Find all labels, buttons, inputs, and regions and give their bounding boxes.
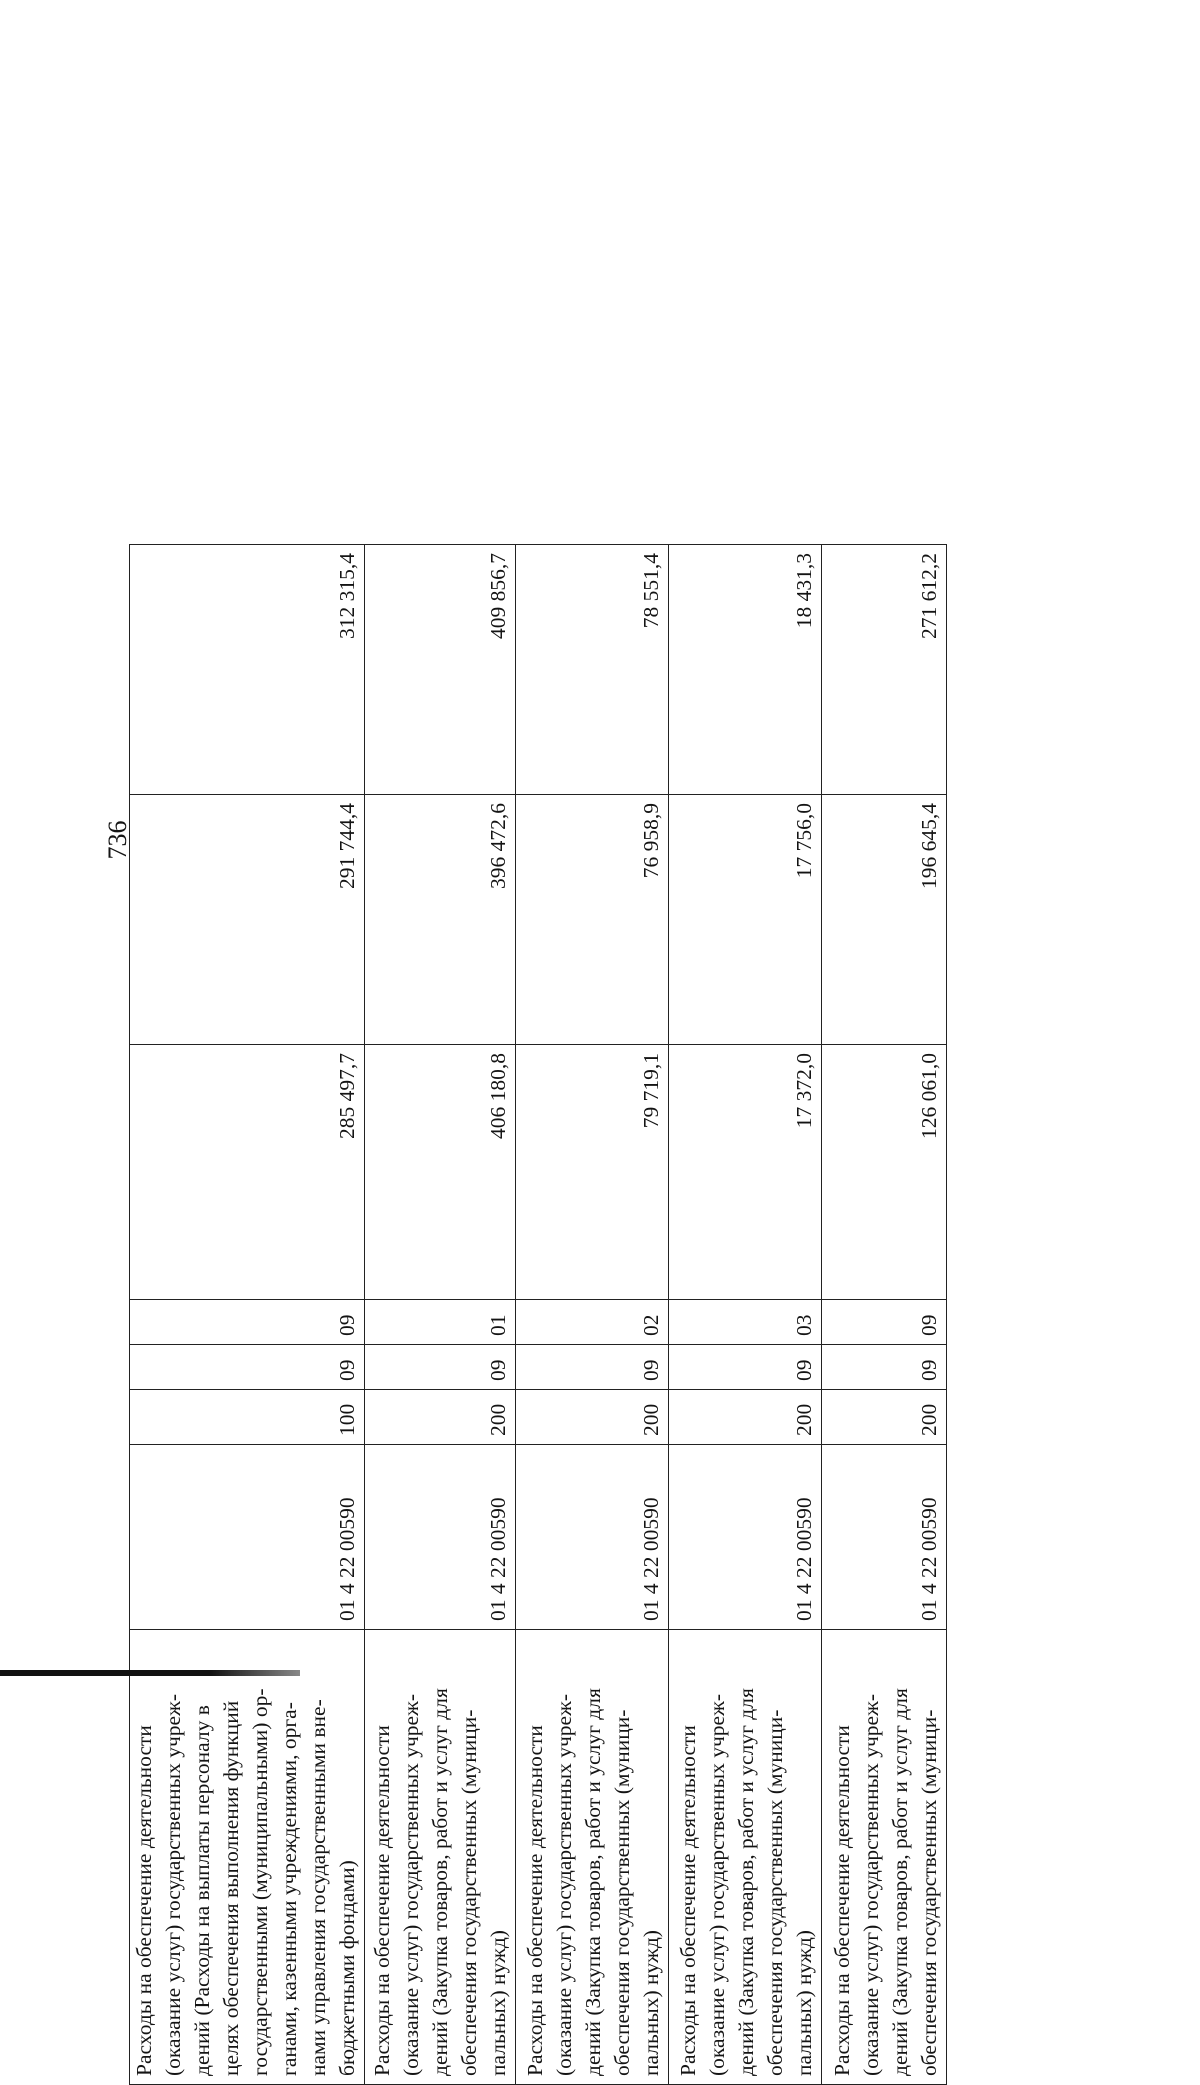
description-line: (оказание услуг) государственных учреж- bbox=[859, 1693, 883, 2076]
description-line: дений (Закупка товаров, работ и услуг для bbox=[581, 1688, 605, 2076]
amount-2-cell: 291 744,4 bbox=[130, 795, 365, 1045]
description-line: Расходы на обеспечение деятельности bbox=[370, 1725, 394, 2076]
description-line: дений (Закупка товаров, работ и услуг для bbox=[428, 1688, 452, 2076]
description-line: (оказание услуг) государственных учреж- bbox=[161, 1693, 185, 2076]
description-cell bbox=[365, 1630, 516, 2085]
amount-1-cell: 285 497,7 bbox=[130, 1045, 365, 1300]
amount-3-cell: 78 551,4 bbox=[516, 545, 669, 795]
description-line: обеспечения государственных (муници- bbox=[610, 1709, 634, 2076]
csr-cell: 01 4 22 00590 bbox=[365, 1445, 516, 1630]
amount-3-cell: 409 856,7 bbox=[365, 545, 516, 795]
table-row bbox=[669, 545, 822, 2085]
description-line: Расходы на обеспечение деятельности bbox=[830, 1725, 854, 2076]
description-line: обеспечения государственных (муници- bbox=[763, 1709, 787, 2076]
pr-cell: 03 bbox=[669, 1300, 822, 1345]
description-cell bbox=[516, 1630, 669, 2085]
pr-cell: 02 bbox=[516, 1300, 669, 1345]
amount-2-cell: 76 958,9 bbox=[516, 795, 669, 1045]
table-row bbox=[130, 545, 365, 2085]
description-cell bbox=[130, 1630, 365, 2085]
amount-1-cell: 406 180,8 bbox=[365, 1045, 516, 1300]
amount-1-cell: 79 719,1 bbox=[516, 1045, 669, 1300]
amount-2-cell: 196 645,4 bbox=[822, 795, 947, 1045]
rz-cell: 09 bbox=[130, 1345, 365, 1390]
description-line: государственными (муниципальными) ор- bbox=[248, 1688, 272, 2076]
amount-3-cell: 18 431,3 bbox=[669, 545, 822, 795]
amount-3-cell: 271 612,2 bbox=[822, 545, 947, 795]
description-line: Расходы на обеспечение деятельности bbox=[523, 1725, 547, 2076]
description-line: Расходы на обеспечение деятельности bbox=[132, 1725, 156, 2076]
vr-cell: 200 bbox=[516, 1390, 669, 1445]
description-line: дений (Закупка товаров, работ и услуг для bbox=[888, 1688, 912, 2076]
rz-cell: 09 bbox=[365, 1345, 516, 1390]
budget-table bbox=[129, 544, 947, 2085]
description-line: (оказание услуг) государственных учреж- bbox=[399, 1693, 423, 2076]
amount-1-cell: 126 061,0 bbox=[822, 1045, 947, 1300]
pr-cell: 01 bbox=[365, 1300, 516, 1345]
amount-2-cell: 396 472,6 bbox=[365, 795, 516, 1045]
scan-edge-mark bbox=[0, 1670, 300, 1676]
rotated-table-wrapper bbox=[129, 545, 1039, 2085]
description-line: бюджетными фондами) bbox=[335, 1860, 359, 2076]
table-body bbox=[130, 545, 947, 2085]
rz-cell: 09 bbox=[669, 1345, 822, 1390]
description-line: дений (Расходы на выплаты персоналу в bbox=[190, 1705, 214, 2076]
csr-cell: 01 4 22 00590 bbox=[130, 1445, 365, 1630]
pr-cell: 09 bbox=[130, 1300, 365, 1345]
page-number: 736 bbox=[103, 820, 132, 860]
description-line: целях обеспечения выполнения функций bbox=[219, 1700, 243, 2076]
rz-cell: 09 bbox=[822, 1345, 947, 1390]
vr-cell: 200 bbox=[669, 1390, 822, 1445]
description-line: ганами, казенными учреждениями, орга- bbox=[277, 1702, 301, 2076]
table-row bbox=[516, 545, 669, 2085]
amount-1-cell: 17 372,0 bbox=[669, 1045, 822, 1300]
table-row bbox=[365, 545, 516, 2085]
vr-cell: 200 bbox=[822, 1390, 947, 1445]
amount-2-cell: 17 756,0 bbox=[669, 795, 822, 1045]
description-line: нами управления государственными вне- bbox=[306, 1699, 330, 2076]
csr-cell: 01 4 22 00590 bbox=[669, 1445, 822, 1630]
description-line: (оказание услуг) государственных учреж- bbox=[705, 1693, 729, 2076]
rz-cell: 09 bbox=[516, 1345, 669, 1390]
csr-cell: 01 4 22 00590 bbox=[516, 1445, 669, 1630]
description-line: (оказание услуг) государственных учреж- bbox=[552, 1693, 576, 2076]
description-line: обеспечения государственных (муници- bbox=[457, 1709, 481, 2076]
description-line: пальных) нужд) bbox=[792, 1930, 816, 2076]
vr-cell: 100 bbox=[130, 1390, 365, 1445]
csr-cell: 01 4 22 00590 bbox=[822, 1445, 947, 1630]
description-cell bbox=[822, 1630, 947, 2085]
description-line: Расходы на обеспечение деятельности bbox=[676, 1725, 700, 2076]
amount-3-cell: 312 315,4 bbox=[130, 545, 365, 795]
pr-cell: 09 bbox=[822, 1300, 947, 1345]
vr-cell: 200 bbox=[365, 1390, 516, 1445]
description-line: обеспечения государственных (муници- bbox=[917, 1709, 941, 2076]
description-line: пальных) нужд) bbox=[639, 1930, 663, 2076]
description-cell bbox=[669, 1630, 822, 2085]
description-line: пальных) нужд) bbox=[486, 1930, 510, 2076]
table-row bbox=[822, 545, 947, 2085]
description-line: дений (Закупка товаров, работ и услуг для bbox=[734, 1688, 758, 2076]
